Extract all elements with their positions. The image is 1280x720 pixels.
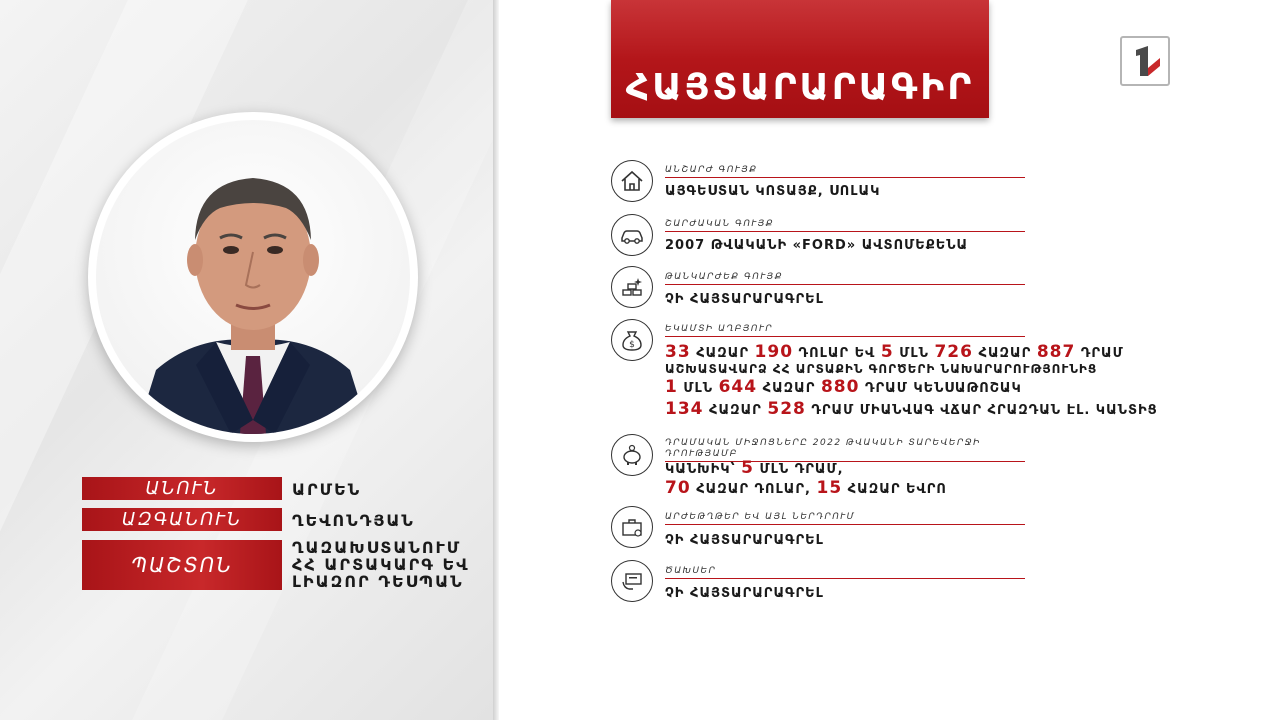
piggy-bank-icon	[611, 434, 653, 476]
amount: 5	[880, 342, 894, 362]
header-banner	[611, 0, 989, 118]
unit: ԴՐԱՄ ՄԻԱՆՎԱԳ ՎՃԱՐ ՀՐԱԶԴԱՆ ԷԼ. ԿԱՆՏԻՑ	[805, 403, 1158, 418]
header-sheen	[611, 0, 989, 60]
cash-line-2	[665, 479, 947, 499]
real-estate-label: ԱՆՇԱՐԺ ԳՈՒՅՔ	[665, 165, 1025, 178]
income-line-3	[665, 378, 1022, 398]
amount: 644	[718, 377, 758, 397]
valuables-label: ԹԱՆԿԱՐԺԵՔ ԳՈՒՅՔ	[665, 272, 1025, 285]
income-label: ԵԿԱՄՏԻ ԱՂԲՅՈՒՐ	[665, 324, 1025, 337]
movable-label: ՇԱՐԺԱԿԱՆ ԳՈՒՅՔ	[665, 219, 1025, 232]
svg-text:$: $	[629, 340, 635, 350]
unit: ՀԱԶԱՐ	[690, 346, 755, 361]
unit: ՄԼՆ	[893, 346, 935, 361]
securities-label: ԱՐԺԵԹՂԹԵՐ ԵՎ ԱՅԼ ՆԵՐԴՐՈՒՄ	[665, 512, 1025, 525]
house-icon	[611, 160, 653, 202]
expenses-label: ԾԱԽՍԵՐ	[665, 566, 1025, 579]
channel-logo	[1120, 36, 1170, 86]
surname-label: ԱԶԳԱՆՈՒՆ	[82, 508, 282, 531]
card-payment-icon	[611, 560, 653, 602]
money-bag-icon	[611, 319, 653, 361]
amount: 15	[816, 478, 843, 498]
income-line-1	[665, 343, 1124, 363]
amount: 70	[665, 478, 691, 498]
position-line: ՂԱԶԱԽՍՏԱՆՈՒՄ	[292, 538, 462, 557]
page-title: ՀԱՅՏԱՐԱՐԱԳԻՐ	[625, 67, 975, 108]
income-line-2: ԱՇԽԱՏԱՎԱՐՁ ՀՀ ԱՐՏԱՔԻՆ ԳՈՐԾԵՐԻ ՆԱԽԱՐԱՐՈՒԹՅՈՒՆԻՑ	[665, 362, 1098, 376]
amount: 726	[934, 342, 973, 362]
unit: ՄԼՆ ԴՐԱՄ,	[754, 462, 844, 477]
unit: ՀԱԶԱՐ ԴՈԼԱՐ,	[690, 482, 817, 497]
briefcase-icon	[611, 506, 653, 548]
unit: ԴՐԱՄ	[1075, 346, 1124, 361]
expenses-value: ՉԻ ՀԱՅՏԱՐԱՐԱԳՐԵԼ	[665, 586, 824, 601]
person-illustration	[96, 120, 410, 434]
unit: ԿԱՆԽԻԿ՝	[665, 462, 742, 477]
position-line: ԼԻԱԶՈՐ ԴԵՍՊԱՆ	[292, 572, 464, 591]
unit: ՀԱԶԱՐ	[972, 346, 1037, 361]
name-value: ԱՐՄԵՆ	[292, 480, 362, 499]
amount: 1	[665, 377, 678, 397]
unit: ԴՐԱՄ ԿԵՆՍԱԹՈՇԱԿ	[859, 381, 1022, 396]
amount: 5	[741, 458, 755, 478]
securities-value: ՉԻ ՀԱՅՏԱՐԱՐԱԳՐԵԼ	[665, 533, 824, 548]
cash-label: ԴՐԱՄԱԿԱՆ ՄԻՋՈՑՆԵՐԸ 2022 ԹՎԱԿԱՆԻ ՏԱՐԵՎԵՐՋԻ ԴՐՈՒԹՅԱՄԲ	[665, 438, 1025, 462]
car-icon	[611, 214, 653, 256]
channel-one-icon	[1122, 38, 1168, 84]
position-value	[292, 539, 470, 590]
amount: 880	[820, 377, 860, 397]
amount: 190	[754, 342, 794, 362]
unit: ՀԱԶԱՐ ԵՎՐՈ	[842, 482, 947, 497]
name-label: ԱՆՈՒՆ	[82, 477, 282, 500]
movable-value: 2007 ԹՎԱԿԱՆԻ «FORD» ԱՎՏՈՄԵՔԵՆԱ	[665, 238, 969, 253]
portrait-frame	[88, 112, 418, 442]
unit: ԴՈԼԱՐ ԵՎ	[793, 346, 881, 361]
unit: ՀԱԶԱՐ	[703, 403, 768, 418]
valuables-value: ՉԻ ՀԱՅՏԱՐԱՐԱԳՐԵԼ	[665, 292, 824, 307]
portrait-photo	[96, 120, 410, 434]
position-line: ՀՀ ԱՐՏԱԿԱՐԳ ԵՎ	[292, 555, 470, 574]
position-label: ՊԱՇՏՈՆ	[82, 540, 282, 590]
cash-line-1	[665, 459, 844, 479]
gold-bars-icon	[611, 266, 653, 308]
panel-divider	[493, 0, 499, 720]
real-estate-value: ԱՅԳԵՍՏԱՆ ԿՈՏԱՅՔ, ՍՈԼԱԿ	[665, 184, 881, 199]
unit: ՀԱԶԱՐ	[757, 381, 821, 396]
surname-value: ՂԵՎՈՆԴՅԱՆ	[292, 511, 415, 530]
amount: 887	[1036, 342, 1076, 362]
income-line-4	[665, 400, 1158, 420]
amount: 528	[767, 399, 806, 419]
amount: 134	[665, 399, 704, 419]
unit: ՄԼՆ	[677, 381, 719, 396]
amount: 33	[665, 342, 691, 362]
